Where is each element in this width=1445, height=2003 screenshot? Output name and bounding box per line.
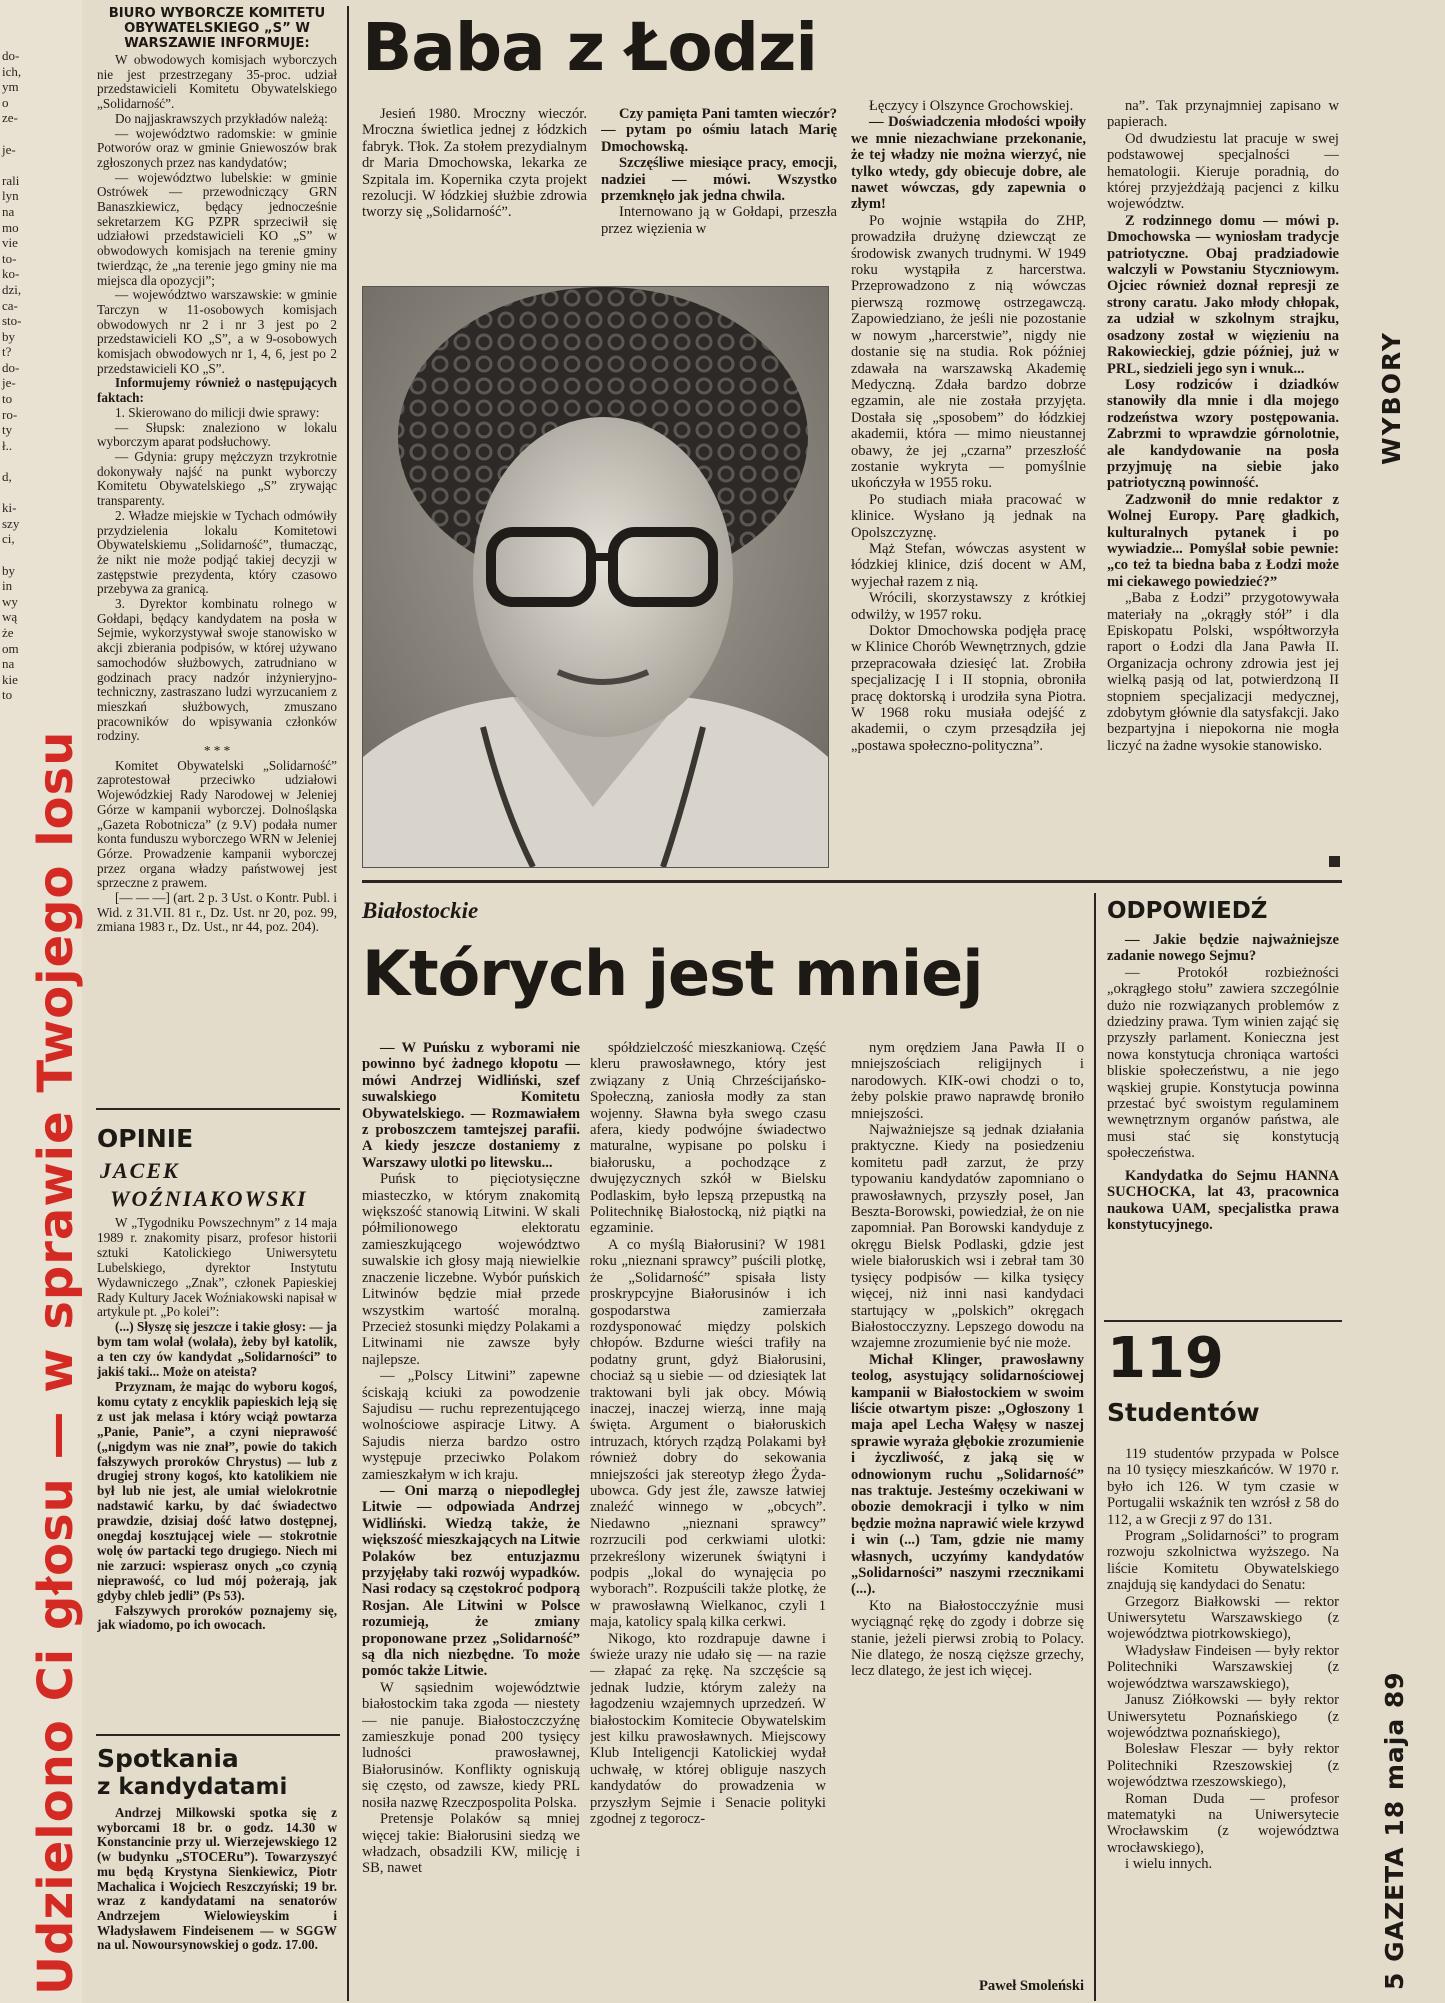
odpowiedz-column <box>1107 932 1339 1332</box>
biuro-paragraph: — województwo lubelskie: w gminie Ostrówek — przewodniczący GRN Banaszkiewicz, będący jednocześnie sekretarzem KG PZPR sprzeciwił się udziałowi przedstawicieli KO „S” w obwodowych komisjach na terenie gminy twierdząc, że „na terenie jego gminy nie ma miejsca dla opozycji”; <box>97 169 337 288</box>
baba-quote: Zadzwonił do mnie redaktor z Wolnej Europy. Parę gładkich, kulturalnych pytanek i po wywiadzie... Pomyślał sobie pewnie: „co też ta biedna baba z Łodzi może mi ciekawego powiedzieć?” <box>1107 491 1339 590</box>
mniej-paragraph: A co myślą Białorusini? W 1981 roku „nieznani sprawcy” puścili plotkę, że „Solidarność” spisała listy proskrypcyjne Białorusinów i ich gospodarstwa zamierzała rozdysponować między polskich chłopów. Bzdurne wieści trafiły na podatny grunt, gdyż Białorusini, chociaż są u siebie — od dziesiątek lat traktowani byli jak obcy. Mówią inaczej, inaczej wierzą, inne mają święta. Argument o białoruskich intruzach, których rządzą Polakami był również dobry do sekowania mniejszości jak stereotyp żłego Żyda-ubowca. Gdy jest źle, zawsze łatwiej znaleźć winnego w „obcych”. Niedawno „nieznani sprawcy” rozrzucili pod cerkwiami ulotki: przekreślony wizerunek świątyni i podpis „lokal do wynajęcia po wyborach”. Rozpuścili także plotkę, że w prawosławną Wielkanoc, czyli 1 maja, katolicy spalą kilka cerkwi. <box>590 1236 826 1631</box>
column-divider <box>347 6 349 2001</box>
mniej-quote: Michał Klinger, prawosławny teolog, asystujący solidarnościowej kampanii w Białostockiem w swoim liście otwartym pisze: „Ogłoszony 1 maja apel Lecha Wałęsy w naszej sprawie wyraża głębokie zrozumienie i życzliwość, z jaką się w odnowionym ruchu „Solidarność” nas traktuje. Jesteśmy oczekiwani w obozie demokracji i tylko w nim będzie można naprawić wiele krzywd i win (...) Tam, gdzie nie mamy własnych, uczyńmy kandydatów „Solidarności” naszymi rzecznikami (...). <box>851 1351 1084 1598</box>
mniej-paragraph: spółdzielczość mieszkaniową. Część kleru prawosławnego, który jest związany z Unią Chrześcijańsko-Społeczną, zaniosła modły za stan wojenny. Sławna była swego czasu afera, kiedy podwójne świadectwo maturalne, wypisane po polsku i białorusku, a pochodzące z dwujęzycznych szkół w Bielsku Podlaskim, było lepszą przepustką na Politechnikę Białostocką, niż piątki na egzaminie. <box>590 1040 826 1237</box>
baba-paragraph: Wrócili, skorzystawszy z krótkiej odwilży, w 1957 roku. <box>851 590 1086 623</box>
biuro-paragraph: — województwo radomskie: w gminie Potworów oraz w gminie Gniewoszów brak zgłoszonych przez nas kandydatów; <box>97 125 337 170</box>
biuro-paragraph: W obwodowych komisjach wyborczych nie jest przestrzegany 35-proc. udział przedstawicieli Komitetu Obywatelskiego „Solidarność”. <box>97 52 337 112</box>
mniej-paragraph: W sąsiednim województwie białostockim taka zgoda — niestety — nie panuje. Białostoczczyźnę zamieszkuje ponad 200 tysięcy ludności prawosławnej, Białorusinów. Konflikty ogniskują się często, od zawsze, kiedy PRL nosiła nazwę Rzeczpospolita Polska. <box>362 1679 580 1811</box>
studentow-number: 119 <box>1107 1326 1224 1391</box>
baba-col-3 <box>851 98 1086 870</box>
biuro-paragraph: [— — —] (art. 2 p. 3 Ust. o Kontr. Publ. i Wid. z 31.VII. 81 r., Dz. Ust. nr 20, poz. 99, zmiana 1983 r., Dz. Ust., nr 44, poz. 204). <box>97 890 337 935</box>
mniej-title: Których jest mniej <box>362 937 983 1010</box>
mniej-col-1 <box>362 1040 580 1998</box>
opinie-column <box>97 1216 337 1731</box>
odpowiedz-question: — Jakie będzie najważniejsze zadanie nowego Sejmu? <box>1107 932 1339 965</box>
baba-paragraph: Internowano ją w Gołdapi, przeszła przez więzienia w <box>601 204 837 237</box>
biuro-paragraph: Do najjaskrawszych przykładów należą: <box>115 110 328 126</box>
baba-paragraph: na”. Tak przynajmniej zapisano w papierach. <box>1107 98 1339 131</box>
odpowiedz-paragraph: — Protokół rozbieżności „okrągłego stołu” zawiera szczególnie dużo nie rozwiązanych problemów z dziedziny prawa. Tym winien zająć się przyszły parlament. Konieczna jest nowa konstytucja chroniąca wartości bliskie społeczeństwu, a nie jego wąskiej grupie. Konstytucja powinna przestać być swoistym regulaminem wewnętrznym organów państwa, ale musi stać się konstytucją społeczeństwa. <box>1107 964 1339 1162</box>
mniej-lead: — W Puńsku z wyborami nie powinno być żadnego kłopotu — mówi Andrzej Widliński, szef suwalskiego Komitetu Obywatelskiego. — Rozmawiałem z proboszczem tamtejszej parafii. A kiedy jeszcze dostaniemy z Warszawy ulotki po litewsku... <box>362 1040 580 1171</box>
biuro-paragraph: 3. Dyrektor kombinatu rolnego w Gołdapi, będący kandydatem na posła w Sejmie, wykorzystywał swoje stanowisko w akcji zbierania podpisów, w której używano samochodów służbowych, zatrudniano w godzinach pracy nadzór inżynieryjno-techniczny, zastraszano ludzi wyrzucaniem z mieszkań służbowych, zmuszano pracowników do wpisywania członków rodziny. <box>97 596 337 744</box>
banner-slogan: Udzielono Ci głosu — w sprawie Twojego losu <box>28 730 84 1995</box>
biuro-paragraph: Informujemy również o następujących faktach: <box>97 375 337 406</box>
baba-quote: Z rodzinnego domu — mówi p. Dmochowska — wyniosłam tradycje patriotyczne. Obaj pradziadowie walczyli w Powstaniu Styczniowym. Ojciec również doznał represji ze strony caratu. Jako młody chłopak, za udział w szkolnym strajku, osadzony został w więzieniu na Rakowieckiej, gdzie później, już w PRL, siedzieli jego syn i wnuk... <box>1107 212 1339 377</box>
section-label: WYBORY <box>1377 331 1406 465</box>
baba-col-1 <box>362 106 587 256</box>
mniej-col-3 <box>851 1040 1084 1940</box>
studentow-paragraph: 119 studentów przypada w Polsce na 10 tysięcy mieszkańców. W 1970 r. było ich 126. W tym czasie w Portugalii wskaźnik ten wzrósł z 58 do 112, a w Grecji z 97 do 131. <box>1107 1446 1339 1528</box>
mniej-paragraph: Nikogo, kto rozdrapuje dawne i świeże urazy nie udało się — na razie — złapać za rękę. Na szczęście są jednak ludzie, którym zależy na łagodzeniu wzajemnych uprzedzeń. W białostockim Komitecie Obywatelskim jest kilku prawosławnych. Miejscowy Klub Inteligencji Katolickiej wydał uchwałę, w której obliguje naszych kandydatów do prowadzenia w przyszłym Sejmie i Senacie polityki zgodnej z tegorocz- <box>590 1630 826 1828</box>
biuro-column <box>97 6 337 1091</box>
studentow-paragraph: Program „Solidarności” to program rozwoju szkolnictwa wyższego. Na liście Komitetu Obywatelskiego znajdują się kandydaci do Senatu: <box>1107 1528 1339 1594</box>
mniej-paragraph: Puńsk to pięciotysięczne miasteczko, w którym znakomitą większość stanowią Litwini. W skali półmilionowego elektoratu zamieszkującego województwo suwalskie ich głosy mają niewielkie znaczenie liczebne. Wybór puńskich Litwinów będzie miał przede wszystkim wartość moralną. Przecież stosunki między Polakami a Litwinami nie zawsze były najlepsze. <box>362 1171 580 1368</box>
biuro-separator: * * * <box>203 743 231 759</box>
studentow-candidate: Bolesław Fleszar — były rektor Politechniki Rzeszowskiej (z województwa rzeszowskiego), <box>1107 1741 1339 1791</box>
opinie-quote: Fałszywych proroków poznajemy się, jak wiadomo, po ich owocach. <box>97 1602 337 1633</box>
spotkania-column <box>97 1806 337 2001</box>
studentow-candidate: Roman Duda — profesor matematyki na Uniwersytecie Wrocławskim (z województwa wrocławskiego), <box>1107 1790 1339 1856</box>
biuro-title: BIURO WYBORCZE KOMITETU OBYWATELSKIEGO „S” W WARSZAWIE INFORMUJE: <box>108 6 326 51</box>
baba-paragraph: Jesień 1980. Mroczny wieczór. Mroczna świetlica jednej z łódzkich fabryk. Tłok. Za stołem prezydialnym dr Maria Dmochowska, lekarka ze Szpitala im. Kopernika czyta projekt rezolucji. W łódzkiej służbie zdrowia tworzy się „Solidarność”. <box>362 106 587 221</box>
mniej-paragraph: — Oni marzą o niepodległej Litwie — odpowiada Andrzej Widliński. Wiedzą także, że większość mieszkających na Litwie Polaków bez entuzjazmu przyjęłaby taki rozwój wypadków. Nasi rodacy są częstokroć podporą Rosjan. Ale Litwini w Polsce rozumieją, że zmiany proponowane przez „Solidarność” są dla nich niezbędne. To może pomóc także Litwie. <box>362 1482 580 1680</box>
mniej-kicker: Białostockie <box>362 898 479 923</box>
baba-title: Baba z Łodzi <box>362 9 817 86</box>
baba-paragraph: Łęczycy i Olszynce Grochowskiej. <box>869 98 1074 114</box>
portrait-photo <box>362 286 829 868</box>
opinie-quote: (...) Słyszę się jeszcze i takie głosy: — ja bym tam wolał (wolała), żeby był katolik, a ten czy ów kandydat „Solidarności” to jakiś taki... Może on ateista? <box>97 1319 337 1380</box>
baba-col-2 <box>601 106 837 256</box>
baba-bottom-rule <box>362 880 1342 883</box>
spotkania-title: Spotkania <box>97 1744 239 1773</box>
biuro-paragraph: — Słupsk: znaleziono w lokalu wyborczym aparat podsłuchowy. <box>97 419 337 450</box>
studentow-column <box>1107 1446 1339 1999</box>
baba-paragraph: „Baba z Łodzi” przygotowywała materiały na „okrągły stół” i dla Episkopatu Polski, współtworzyła raport o Łodzi dla Jana Pawła II. Organizacja ochrony zdrowia jest jej wielką pasją od lat, potwierdzoną II stopniem specjalizacji medycznej, zdobytym głównie dla satysfakcji. Jako bezpartyjna i niepokorna nie mogła liczyć na żadne wysokie stanowisko. <box>1107 590 1339 754</box>
end-mark-icon <box>1329 856 1340 867</box>
biuro-paragraph: Komitet Obywatelski „Solidarność” zaprotestował przeciwko udziałowi Wojewódzkiej Rady Narodowej w Jeleniej Górze w kampanii wyborczej. Dolnośląska „Gazeta Robotnicza” (z 9.V) podała numer konta funduszu wyborczego WRN w Jeleniej Górze. Prowadzenie kampanii wyborczej przez organa władzy państwowej jest sprzeczne z prawem. <box>97 757 337 891</box>
baba-quote: — Doświadczenia młodości wpoiły we mnie niezachwiane przekonanie, że tej władzy nie można wierzyć, nie tylko wtedy, gdy obiecuje dobre, ale nawet wówczas, gdy zapewnia o złym! <box>851 114 1086 213</box>
opinie-quote: Przyznam, że mając do wyboru kogoś, komu cytaty z encyklik papieskich leją się z ust jak melasa i który wciąż powtarza „Panie, Panie”, a czyni nieprawość („nigdym was nie znał”, powie do takich fałszywych proroków Chrystus) — lub z drugiej strony kogoś, kto katolikiem nie był lub nie jest, ale umiał wielokrotnie nadstawić karku, by dać świadectwo prawdzie, dzisiaj dość łatwo dostępnej, onegdaj kosztującej wiele — stokrotnie wolę ów partacki tego drugiego. Niech mi nie zarzuci: wspierasz onych „co czynią nieprawość, co lud mój pożerają, jak gdyby chleb jedli” (Ps 53). <box>97 1378 337 1603</box>
biuro-paragraph: — województwo warszawskie: w gminie Tarczyn w 11-osobowych komisjach obwodowych nr 2 i nr 3 jest po 2 przedstawicieli KO „S”, a w 9-osobowych komisjach obwodowych nr 1, 4, 6, jest po 2 przedstawicieli KO „S”. <box>97 287 337 376</box>
baba-col-4 <box>1107 98 1339 870</box>
biuro-paragraph: 1. Skierowano do milicji dwie sprawy: <box>115 404 320 420</box>
page-footer: 5 GAZETA 18 maja 89 <box>1380 1671 1409 1990</box>
mniej-paragraph: Najważniejsze są jednak działania praktyczne. Kiedy na posiedzeniu komitetu padł zarzut, że przy typowaniu kandydatów zapomniano o prawosławnych, przyszły poseł, Jan Beszta-Borowski, powiedział, że on nie zapomniał. Pan Borowski kandyduje z okręgu Bielsk Podlaski, gdzie jest wiele białoruskich wsi i zebrał tam 30 tysięcy podpisów — kilka tysięcy więcej, niż inni nasi kandydaci startujący w „polskich” okręgach Białostocczyzny. Lepszego dowodu na wzajemne zrozumienie być nie może. <box>851 1122 1084 1352</box>
opinie-paragraph: W „Tygodniku Powszechnym” z 14 maja 1989 r. znakomity pisarz, profesor historii sztuki Katolickiego Uniwersytetu Lubelskiego, dyrektor Instytutu Wydawniczego „Znak”, członek Papieskiej Rady Kultury Jacek Woźniakowski napisał w artykule pt. „Po kolei”: <box>97 1216 337 1320</box>
studentow-candidate: Grzegorz Białkowski — rektor Uniwersytetu Warszawskiego (z województwa piotrkowskiego), <box>1107 1593 1339 1643</box>
baba-paragraph: Mąż Stefan, wówczas asystent w łódzkiej klinice, dziś docent w AM, wyjechał razem z nią. <box>851 540 1086 590</box>
baba-question: Czy pamięta Pani tamten wieczór? — pytam po ośmiu latach Marię Dmochowską. <box>601 106 837 155</box>
mniej-signature: Paweł Smoleński <box>979 1978 1084 1994</box>
mniej-paragraph: Kto na Białostocczyźnie musi wyciągnąć rękę do zgody i dobrze się stanie, jeżeli pierwsi zrobią to Polacy. Nie dlatego, że noszą cięższe grzechy, lecz dlatego, że jest ich więcej. <box>851 1597 1084 1680</box>
biuro-paragraph: 2. Władze miejskie w Tychach odmówiły przydzielenia lokalu Komitetowi Obywatelskiemu „Solidarność”, tłumacząc, że nikt nie może podjąć takiej decyzji w zastępstwie prezydenta, który czasowo przebywa za granicą. <box>97 507 337 597</box>
mniej-col-2 <box>590 1040 826 1998</box>
mniej-paragraph: nym orędziem Jana Pawła II o mniejszościach religijnych i narodowych. KIK-owi chodzi o to, żeby polskie prawo naprawdę broniło mniejszości. <box>851 1040 1084 1122</box>
baba-paragraph: Po wojnie wstąpiła do ZHP, prowadziła drużynę dziewcząt ze środowisk zwanych trudnymi. W 1949 roku wystąpiła z harcerstwa. Przeprowadzono z nią wówczas pierwszą rozmowę ostrzegawczą. Zapowiedziano, że jeśli nie pozostanie w nowym „harcerstwie”, nigdy nie dostanie się na studia. Rok później zdawała na warszawską Akademię Medyczną. Zdała bardzo dobrze egzamin, ale nie została przyjęta. Dostała się „sposobem” do łódzkiej akademii, która — mimo nieustannej obawy, że jej „czarna” przeszłość zostanie wykryta — pomyślnie ukończyła w 1955 roku. <box>851 212 1086 492</box>
opinie-author-last: WOŹNIAKOWSKI <box>110 1186 308 1211</box>
baba-quote: Losy rodziców i dziadków stanowiły dla mnie i dla mojego rodzeństwa wzory postępowania. Zabrzmi to wprawdzie górnolotnie, ale kandydowanie na posła przyjmuję na siebie jako patriotyczną powinność. <box>1107 376 1339 492</box>
spotkania-text: Andrzej Milkowski spotka się z wyborcami 18 br. o godz. 14.30 w Konstancinie przy ul. Wierzejewskiego 12 (w budynku „STOCERu”). Towarzyszyć mu będą Krystyna Sienkiewicz, Piotr Machalica i Wojciech Reszczyński; 19 br. wraz z kandydatami na senatorów Andrzejem Wielowieyskim i Władysławem Findeisenem — w SGGW na ul. Nowoursynowskiej o godz. 17.00. <box>97 1806 337 1953</box>
opinie-bottom-rule <box>96 1734 340 1736</box>
mniej-paragraph: — „Polscy Litwini” zapewne ściskają kciuki za powodzenie Sajudisu — ruchu reprezentującego wolnościowe aspiracje Litwy. A Sajudis nierza bardzo ostro występuje przeciwko Polakom zamieszkałym w ich kraju. <box>362 1368 580 1483</box>
studentow-paragraph: i wielu innych. <box>1125 1856 1213 1873</box>
odpowiedz-signature: Kandydatka do Sejmu HANNA SUCHOCKA, lat 43, pracownica naukowa UAM, specjalistka prawa konstytucyjnego. <box>1107 1167 1339 1233</box>
edge-fragments: do- ich, ym o ze- je- rali lyn na mo vie to- ko- dzi, ca- sto- by t? do- je- to ro- ty ł.. d, ki- szy ci, by in wy wą że om na kie to <box>2 48 22 703</box>
studentow-title: Studentów <box>1107 1398 1260 1427</box>
opinie-author-first: JACEK <box>100 1158 180 1183</box>
spotkania-subtitle: z kandydatami <box>97 1774 288 1800</box>
right-column-divider <box>1094 893 1096 2001</box>
studentow-candidate: Władysław Findeisen — były rektor Politechniki Warszawskiej (z województwa warszawskiego), <box>1107 1642 1339 1692</box>
odpowiedz-bottom-rule <box>1104 1320 1342 1322</box>
baba-paragraph: Doktor Dmochowska podjęła pracę w Klinice Chorób Wewnętrznych, gdzie przepracowała dziesięć lat. Zrobiła specjalizację I i II stopnia, obroniła pracę doktorską i urodziła syna Piotra. W 1968 roku musiała odejść z akademii, o czym przesądziła jej „postawa społeczno-polityczna”. <box>851 623 1086 754</box>
baba-answer: Szczęśliwe miesiące pracy, emocji, nadziei — mówi. Wszystko przemknęło jak jedna chwila. <box>601 155 837 205</box>
studentow-candidate: Janusz Ziółkowski — były rektor Uniwersytetu Poznańskiego (z województwa poznańskiego), <box>1107 1692 1339 1741</box>
odpowiedz-title: ODPOWIEDŹ <box>1107 898 1268 924</box>
portrait-image <box>363 287 828 867</box>
biuro-bottom-rule <box>96 1108 340 1110</box>
opinie-kicker: OPINIE <box>97 1124 194 1153</box>
baba-paragraph: Od dwudziestu lat pracuje w swej podstawowej specjalności — hematologii. Kieruje poradnią, do której przyjeżdżają pacjenci z kilku województw. <box>1107 130 1339 213</box>
biuro-paragraph: — Gdynia: grupy mężczyzn trzykrotnie dokonywały najść na punkt wyborczy Komitetu Obywatelskiego „S” zrywając transparenty. <box>97 448 337 509</box>
baba-paragraph: Po studiach miała pracować w klinice. Wysłano ją jednak na Opolszczyznę. <box>851 491 1086 541</box>
mniej-paragraph: Pretensje Polaków są mniej więcej takie: Białorusini siedzą we władzach, obsadzili KW, milicję i SB, nawet <box>362 1811 580 1877</box>
